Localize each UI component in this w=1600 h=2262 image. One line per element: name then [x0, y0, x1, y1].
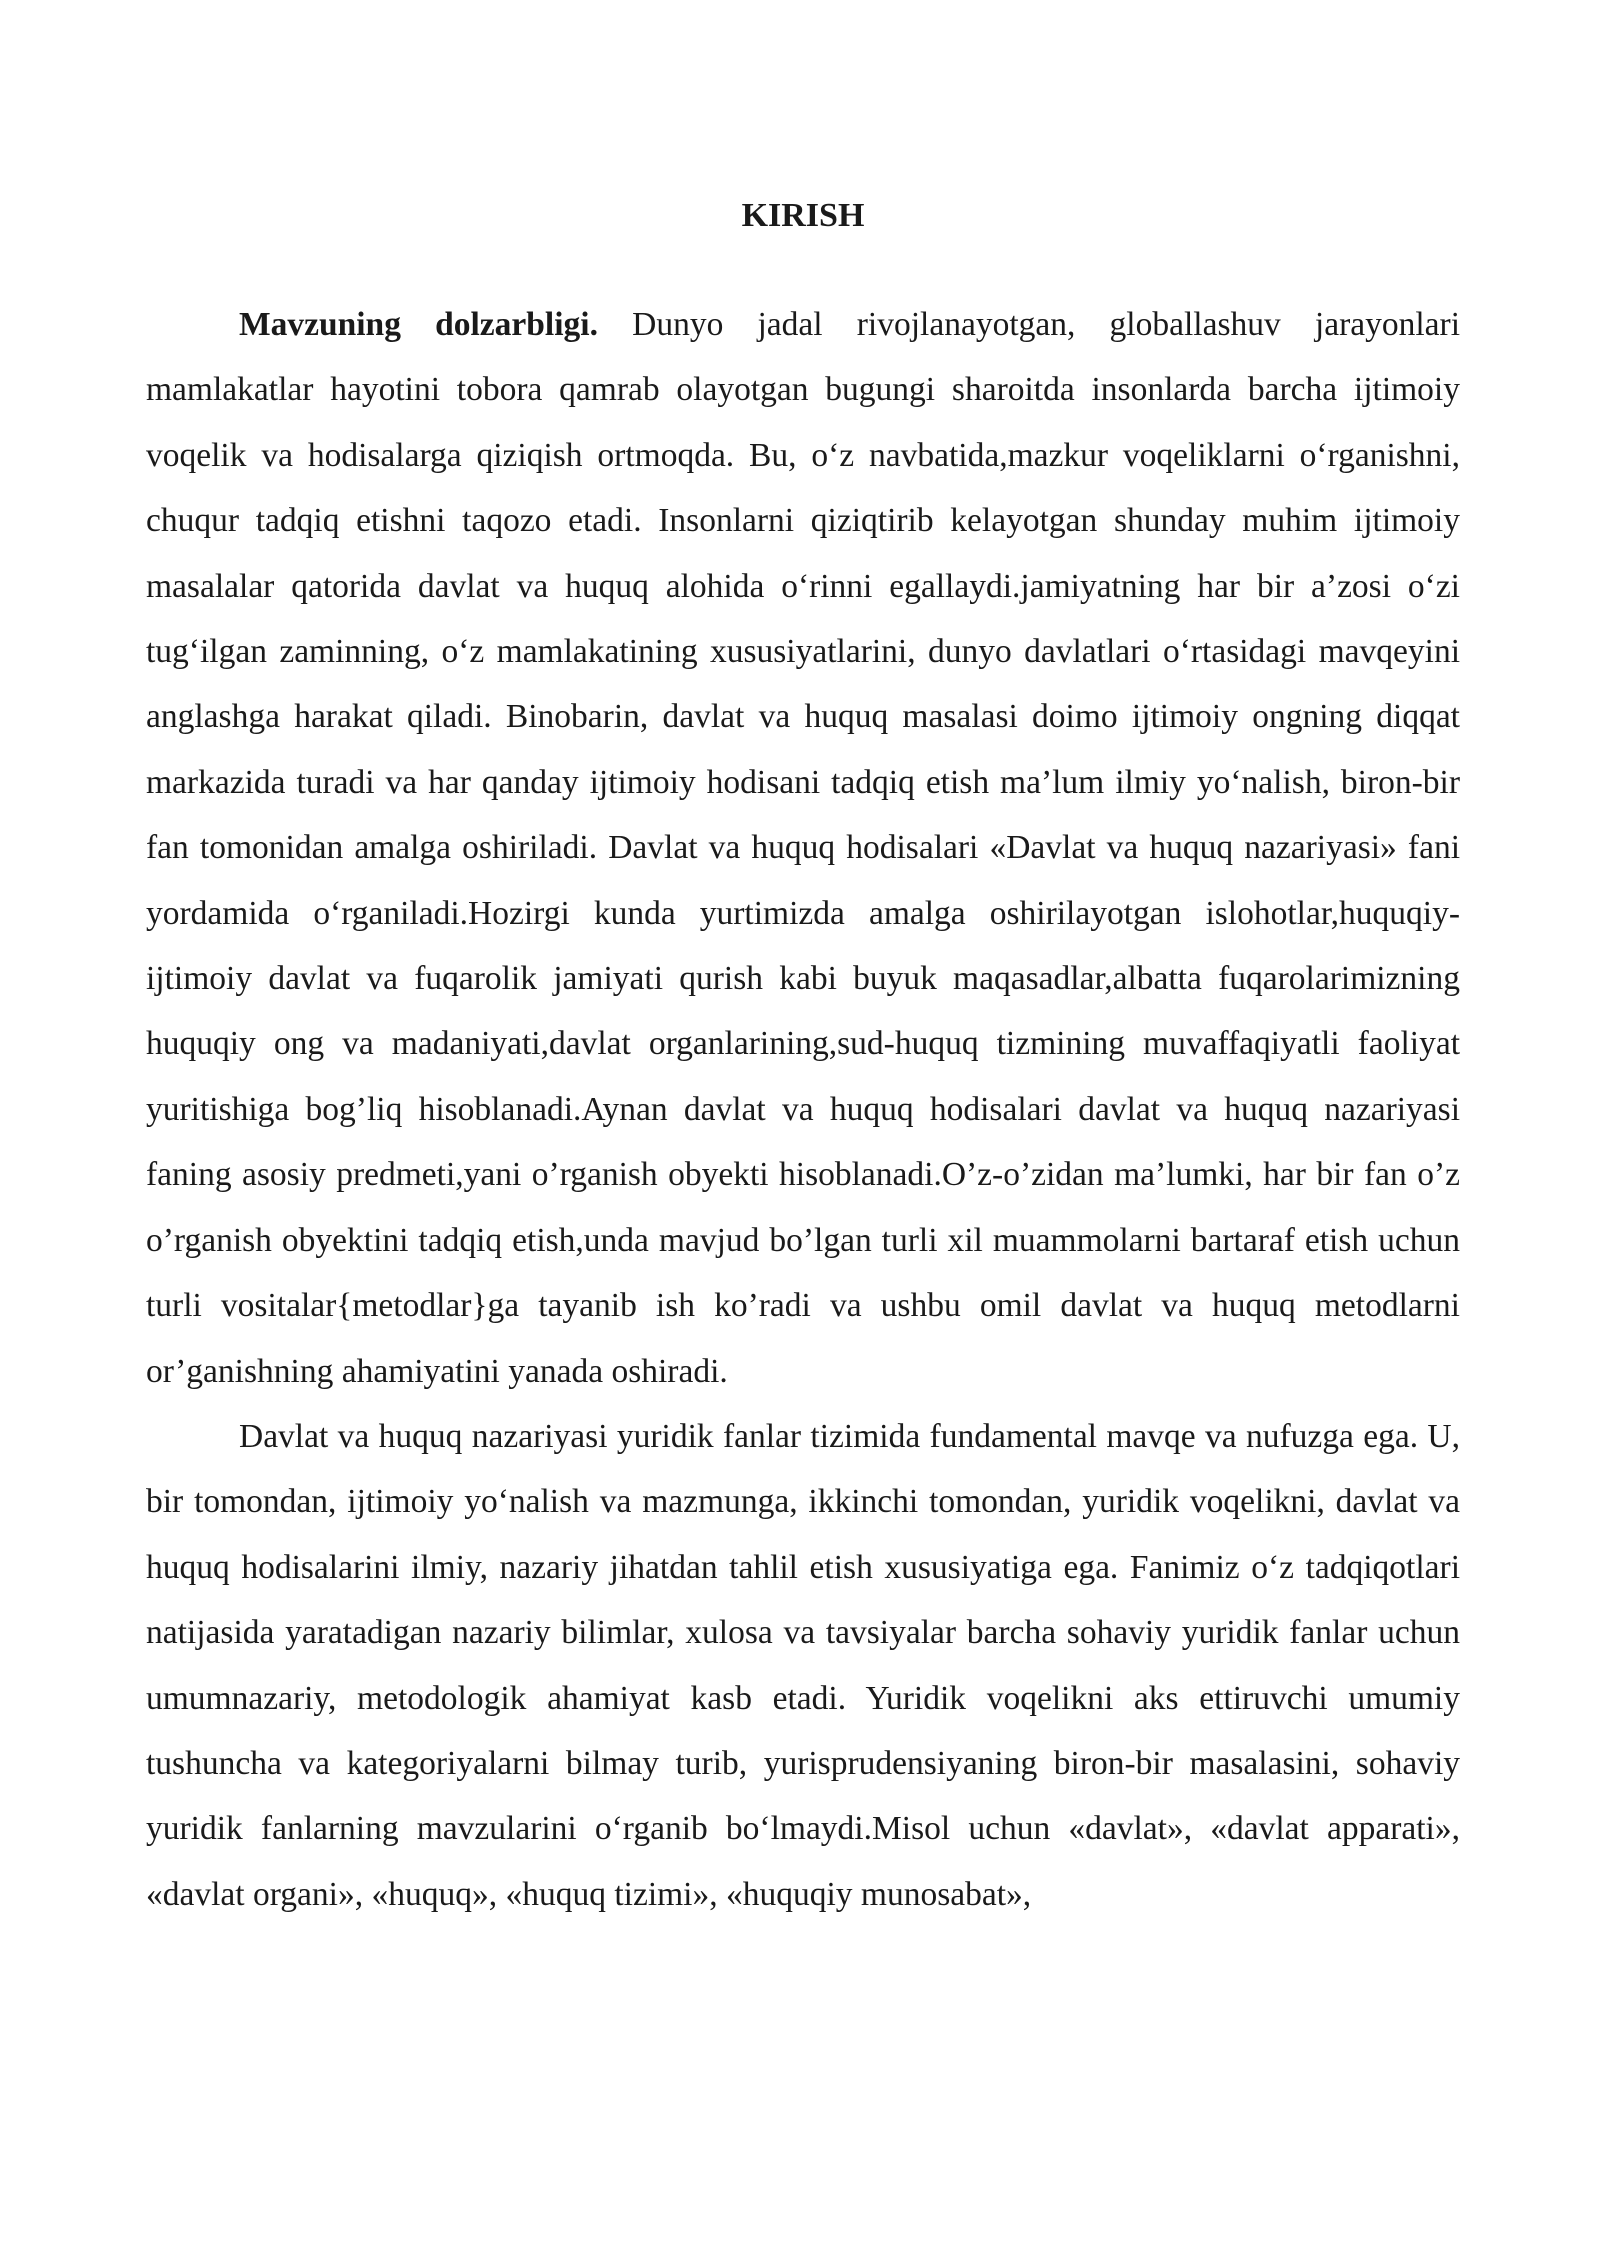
paragraph-relevance — [146, 292, 1460, 1404]
page-heading: KIRISH — [741, 197, 865, 234]
paragraph-text: Davlat va huquq nazariyasi yuridik fanlar tizimida fundamental mavqe va nufuzga ega. U, bir tomondan, ijtimoiy yo‘nalish va mazmunga, ikkinchi tomondan, yuridik voqelikni, davlat va huquq hodisalarini ilmiy, nazariy jihatdan tahlil etish xususiyatiga ega. Fanimiz o‘z tadqiqotlari natijasida yaratadigan nazariy bilimlar, xulosa va tavsiyalar barcha sohaviy yuridik fanlar uchun umumnazariy, metodologik ahamiyat kasb etadi. Yuridik voqelikni aks ettiruvchi umumiy tushuncha va kategoriyalarni bilmay turib, yurisprudensiyaning biron-bir masalasini, sohaviy yuridik fanlarning mavzularini o‘rganib bo‘lmaydi.Misol uchun «davlat», «davlat apparati», «davlat organi», «huquq», «huquq tizimi», «huquqiy munosabat», — [146, 1417, 1460, 1913]
document-body — [146, 292, 1460, 1927]
paragraph-theory — [146, 1404, 1460, 1927]
paragraph-text: Dunyo jadal rivojlanayotgan, globallashuv jarayonlari mamlakatlar hayotini tobora qamrab olayotgan bugungi sharoitda insonlarda barcha ijtimoiy voqelik va hodisalarga qiziqish ortmoqda. Bu, o‘z navbatida,mazkur voqeliklarni o‘rganishni, chuqur tadqiq etishni taqozo etadi. Insonlarni qiziqtirib kelayotgan shunday muhim ijtimoiy masalalar qatorida davlat va huquq alohida o‘rinni egallaydi.jamiyatning har bir a’zosi o‘zi tug‘ilgan zaminning, o‘z mamlakatining xususiyatlarini, dunyo davlatlari o‘rtasidagi mavqeyini anglashga harakat qiladi. Binobarin, davlat va huquq masalasi doimo ijtimoiy ongning diqqat markazida turadi va har qanday ijtimoiy hodisani tadqiq etish ma’lum ilmiy yo‘nalish, biron-bir fan tomonidan amalga oshiriladi. Davlat va huquq hodisalari «Davlat va huquq nazariyasi» fani yordamida o‘rganiladi.Hozirgi kunda yurtimizda amalga oshirilayotgan islohotlar,huquqiy-ijtimoiy davlat va fuqarolik jamiyati qurish kabi buyuk maqasadlar,albatta fuqarolarimizning huquqiy ong va madaniyati,davlat organlarining,sud-huquq tizmining muvaffaqiyatli faoliyat yuritishiga bog’liq hisoblanadi.Aynan davlat va huquq hodisalari davlat va huquq nazariyasi faning asosiy predmeti,yani o’rganish obyekti hisoblanadi.O’z-o’zidan ma’lumki, har bir fan o’z o’rganish obyektini tadqiq etish,unda mavjud bo’lgan turli xil muammolarni bartaraf etish uchun turli vositalar{metodlar}ga tayanib ish ko’radi va ushbu omil davlat va huquq metodlarni or’ganishning ahamiyatini yanada oshiradi. — [146, 306, 1461, 1390]
paragraph-lead: Mavzuning dolzarbligi. — [239, 306, 598, 343]
